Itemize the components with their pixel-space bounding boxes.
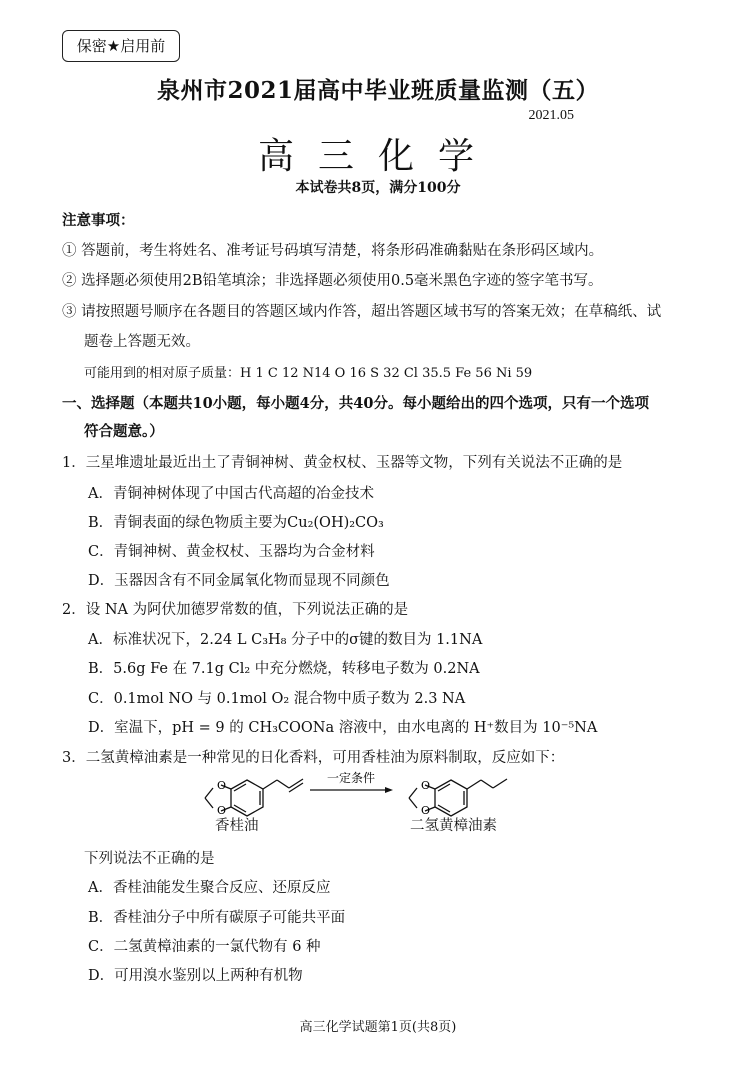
q1-option-d: D．玉器因含有不同金属氧化物而显现不同颜色	[88, 573, 390, 589]
subject-title: 高三化学	[257, 136, 498, 177]
note-item-3-cont: 题卷上答题无效。	[84, 334, 200, 350]
atomic-masses: 可能用到的相对原子质量：H 1 C 12 N14 O 16 S 32 Cl 35.5 Fe 56 Ni 59	[84, 366, 533, 381]
reactant-name: 香桂油	[215, 818, 259, 834]
reaction-condition: 一定条件	[326, 771, 376, 785]
q3-prompt: 下列说法不正确的是	[84, 851, 215, 867]
q2-option-a: A．标准状况下，2.24 L C₃H₈ 分子中的σ键的数目为 1.1NA	[88, 632, 483, 648]
q1-option-b-formula: Cu₂(OH)₂CO₃	[287, 515, 384, 531]
note-item-2: ② 选择题必须使用2B铅笔填涂；非选择题必须使用0.5毫米黑色字迹的签字笔书写。	[62, 273, 603, 289]
q3-option-a: A．香桂油能发生聚合反应、还原反应	[88, 880, 331, 896]
product-name: 二氢黄樟油素	[410, 818, 497, 834]
q3-option-d: D．可用溴水鉴别以上两种有机物	[88, 968, 303, 984]
q1-stem: 1．三星堆遗址最近出土了青铜神树、黄金权杖、玉器等文物，下列有关说法不正确的是	[62, 455, 623, 471]
oxygen-label-2: O	[217, 804, 227, 817]
q1-option-b-text: B．青铜表面的绿色物质主要为	[88, 515, 288, 531]
confidential-stamp: 保密★启用前	[62, 30, 180, 62]
oxygen-label-3: O	[421, 779, 431, 792]
q2-option-b: B．5.6g Fe 在 7.1g Cl₂ 中充分燃烧，转移电子数为 0.2NA	[88, 661, 480, 677]
q1-option-a: A．青铜神树体现了中国古代高超的冶金技术	[88, 486, 374, 502]
q1-option-c: C．青铜神树、黄金权杖、玉器均为合金材料	[88, 544, 375, 560]
exam-date: 2021.05	[528, 108, 574, 123]
section-title: 一、选择题（本题共10小题，每小题4分，共40分。每小题给出的四个选项，只有一个选项	[62, 395, 649, 412]
oxygen-label-4: O	[421, 804, 431, 817]
q3-stem: 3．二氢黄樟油素是一种常见的日化香料，可用香桂油为原料制取，反应如下：	[62, 750, 565, 766]
q2-stem: 2．设 NA 为阿伏加德罗常数的值，下列说法正确的是	[62, 602, 409, 618]
q3-option-b: B．香桂油分子中所有碳原子可能共平面	[88, 910, 346, 926]
note-item-1: ① 答题前，考生将姓名、准考证号码填写清楚，将条形码准确黏贴在条形码区域内。	[62, 243, 604, 259]
q1-option-b	[88, 511, 384, 532]
note-item-3: ③ 请按照题号顺序在各题目的答题区域内作答，超出答题区域书写的答案无效；在草稿纸、试	[62, 304, 662, 320]
section-title-cont: 符合题意。）	[84, 423, 164, 440]
page-footer: 高三化学试题第1页(共8页)	[299, 1020, 457, 1035]
page-info: 本试卷共8页，满分100分	[295, 180, 461, 196]
notes-heading: 注意事项：	[62, 212, 135, 229]
arrow-head	[385, 787, 393, 793]
q3-option-c: C．二氢黄樟油素的一氯代物有 6 种	[88, 939, 321, 955]
q2-option-d: D．室温下，pH = 9 的 CH₃COONa 溶液中，由水电离的 H⁺数目为 10⁻⁵NA	[88, 720, 598, 736]
oxygen-label-1: O	[217, 779, 227, 792]
exam-title: 泉州市2021届高中毕业班质量监测（五）	[156, 77, 599, 104]
q2-option-c: C．0.1mol NO 与 0.1mol O₂ 混合物中质子数为 2.3 NA	[88, 691, 466, 707]
